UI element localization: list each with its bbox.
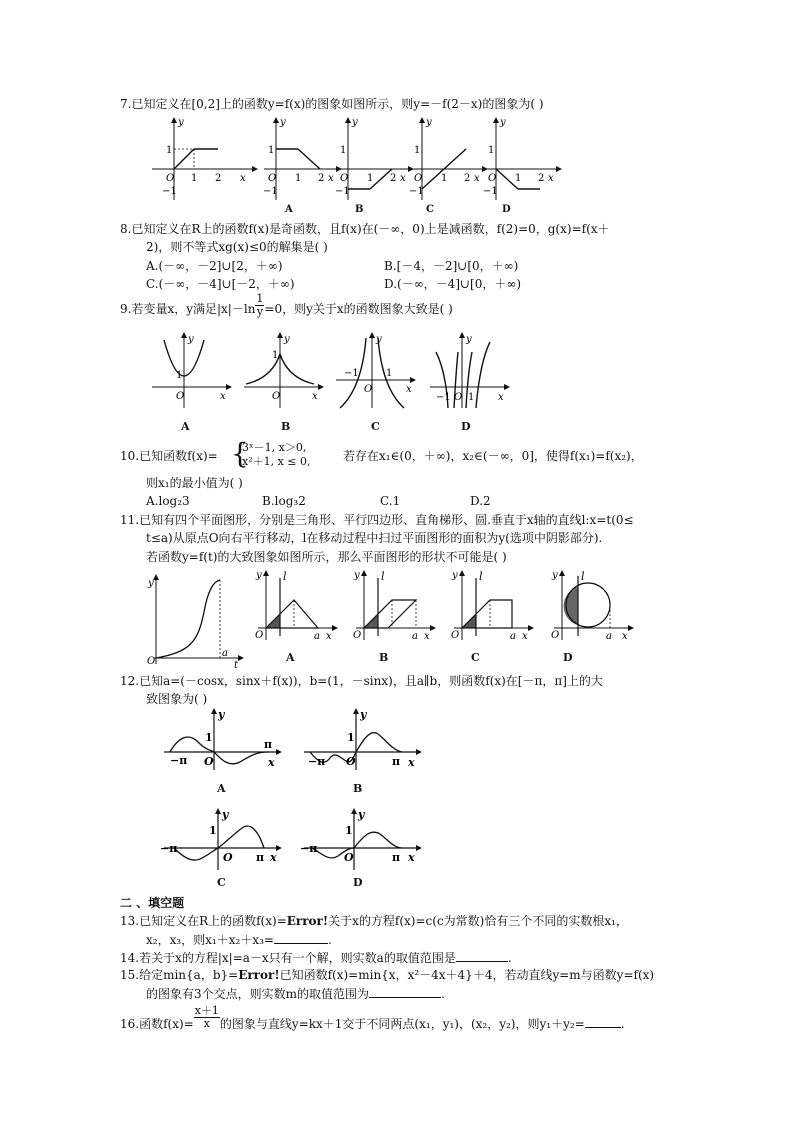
svg-text:y: y xyxy=(188,334,194,345)
q12-option-c-graph[interactable] xyxy=(160,808,284,872)
q16-fraction: $\frac{x+1}{x}$ xyxy=(194,1004,219,1030)
svg-text:O: O xyxy=(551,630,560,641)
q10-left-brace: { xyxy=(231,437,249,470)
svg-text:O: O xyxy=(147,656,156,667)
svg-text:−π: −π xyxy=(300,842,318,855)
svg-text:x: x xyxy=(408,756,415,769)
svg-text:y: y xyxy=(376,334,382,345)
q10-case2: x²＋1, x ≤ 0, xyxy=(242,455,311,468)
q11-option-a-label: A xyxy=(286,651,295,664)
svg-text:O: O xyxy=(364,384,373,395)
q9-option-a-graph[interactable] xyxy=(150,332,232,410)
q9-option-a-label: A xyxy=(181,420,190,433)
svg-text:x: x xyxy=(312,391,318,402)
svg-text:a: a xyxy=(314,631,320,642)
svg-text:y: y xyxy=(426,117,432,128)
q11-option-c-graph[interactable] xyxy=(448,568,534,644)
svg-text:−1: −1 xyxy=(409,186,424,197)
q12-option-c-label: C xyxy=(217,876,226,889)
svg-text:O: O xyxy=(204,755,214,768)
q9-option-b-graph[interactable] xyxy=(242,332,324,410)
svg-text:a: a xyxy=(222,648,228,659)
svg-text:π: π xyxy=(264,738,273,751)
q8-option-b[interactable]: B.[－4，－2]∪[0，＋∞) xyxy=(384,259,519,273)
q16-line: 16.函数f(x)= $\frac{x+1}{x}$ 的图象与直线y=kx＋1交于不同两点(x₁，y₁)，(x₂，y₂)，则y₁＋y₂= . xyxy=(120,1004,625,1031)
q8-line2: 2)，则不等式xg(x)≤0的解集是( ) xyxy=(146,240,328,254)
svg-text:1: 1 xyxy=(488,145,495,156)
q7-option-d-graph[interactable] xyxy=(482,115,562,205)
svg-text:a: a xyxy=(412,631,418,642)
svg-text:1: 1 xyxy=(345,824,353,837)
q10-post: 若存在x₁∈(0，＋∞)，x₂∈(－∞，0]，使得f(x₁)=f(x₂)， xyxy=(343,449,643,463)
q12-line1: 12.已知a=(－cosx，sinx＋f(x))，b=(1，－sinx)，且a∥b，则函数f(x)在[－π，π]上的大 xyxy=(120,674,603,688)
q11-line1: 11.已知有四个平面图形，分别是三角形、平行四边形、直角梯形、圆.垂直于x轴的直线l:x=t(0≤ xyxy=(120,513,634,527)
q13-answer-blank[interactable] xyxy=(274,931,328,944)
svg-text:π: π xyxy=(392,755,401,768)
svg-text:π: π xyxy=(392,851,401,864)
q7-option-b-graph[interactable] xyxy=(334,115,414,205)
q9-option-c-graph[interactable] xyxy=(334,332,416,410)
svg-text:1: 1 xyxy=(268,145,275,156)
q8-option-c[interactable]: C.(－∞，－4]∪[－2，＋∞) xyxy=(146,277,295,291)
q7-option-b-label: B xyxy=(355,204,364,215)
svg-text:O: O xyxy=(353,630,362,641)
q10-pre: 10.已知函数f(x)= xyxy=(120,449,218,463)
q16-answer-blank[interactable] xyxy=(585,1015,621,1028)
svg-text:y: y xyxy=(500,117,506,128)
svg-text:−π: −π xyxy=(170,754,188,767)
q9-option-d-label: D xyxy=(461,420,471,433)
svg-text:O: O xyxy=(255,630,264,641)
svg-text:1: 1 xyxy=(166,145,173,156)
svg-text:−1: −1 xyxy=(483,186,498,197)
svg-text:x: x xyxy=(498,392,504,403)
svg-text:1: 1 xyxy=(209,824,217,837)
svg-text:1: 1 xyxy=(272,350,279,361)
q13-line1: 13.已知定义在R上的函数f(x)=Error!关于x的方程f(x)=c(c为常数)恰有三个不同的实数根x₁， xyxy=(120,914,628,928)
svg-text:x: x xyxy=(522,631,528,642)
svg-text:−π: −π xyxy=(308,755,326,768)
svg-text:y: y xyxy=(358,808,365,821)
svg-text:x: x xyxy=(548,173,554,184)
q10-line2: 则x₁的最小值为( ) xyxy=(146,476,243,490)
q8-option-a[interactable]: A.(－∞，－2]∪[2，＋∞) xyxy=(146,259,283,273)
svg-text:2: 2 xyxy=(538,173,545,184)
q11-line2: t≤a)从原点O向右平行移动，l在移动过程中扫过平面图形的面积为y(选项中阴影部分). xyxy=(146,531,603,545)
svg-text:y: y xyxy=(222,808,229,821)
q9-option-b-label: B xyxy=(281,420,291,433)
q15-line2: 的图象有3个交点，则实数m的取值范围为 . xyxy=(146,987,445,1001)
svg-text:x: x xyxy=(220,391,226,402)
svg-text:1: 1 xyxy=(191,173,198,184)
q10-option-d[interactable]: D.2 xyxy=(470,494,491,508)
svg-text:2: 2 xyxy=(318,173,325,184)
q12-option-d-graph[interactable] xyxy=(300,808,424,872)
svg-text:O: O xyxy=(414,173,423,184)
q11-option-c-label: C xyxy=(471,651,480,664)
svg-text:2: 2 xyxy=(390,173,397,184)
q11-option-d-label: D xyxy=(563,651,573,664)
svg-text:1: 1 xyxy=(340,145,347,156)
q12-option-d-label: D xyxy=(353,876,363,889)
q12-option-a-graph[interactable] xyxy=(160,708,284,772)
svg-text:x: x xyxy=(424,631,430,642)
svg-text:l: l xyxy=(479,570,483,583)
q11-main-graph xyxy=(146,572,246,671)
q8-option-d[interactable]: D.(－∞，－4]∪[0，＋∞) xyxy=(384,277,522,291)
svg-text:x: x xyxy=(400,173,406,184)
svg-text:O: O xyxy=(451,630,460,641)
q9-fraction: $\frac{1}{y}$ xyxy=(256,292,264,318)
q13-line2: x₂，x₃，则x₁＋x₂＋x₃= . xyxy=(146,933,332,947)
svg-text:−1: −1 xyxy=(263,186,278,197)
svg-text:O: O xyxy=(340,173,349,184)
q7-option-c-graph[interactable] xyxy=(408,115,488,205)
svg-text:O: O xyxy=(272,391,281,402)
svg-text:2: 2 xyxy=(464,173,471,184)
svg-text:O: O xyxy=(346,755,356,768)
svg-text:2: 2 xyxy=(215,173,222,184)
q10-option-b[interactable]: B.log₃2 xyxy=(262,494,306,508)
svg-text:y: y xyxy=(218,708,225,721)
svg-text:y: y xyxy=(352,117,358,128)
q11-option-a-graph[interactable] xyxy=(252,568,338,644)
q12-option-b-label: B xyxy=(353,782,363,795)
svg-text:y: y xyxy=(256,570,262,581)
svg-text:O: O xyxy=(454,392,463,403)
svg-text:π: π xyxy=(256,851,265,864)
svg-text:a: a xyxy=(606,631,612,642)
svg-text:x: x xyxy=(326,631,332,642)
svg-text:y: y xyxy=(284,334,290,345)
svg-text:x: x xyxy=(474,173,480,184)
q11-option-d-graph[interactable] xyxy=(548,568,634,644)
svg-text:y: y xyxy=(552,570,558,581)
svg-text:1: 1 xyxy=(295,173,302,184)
svg-text:1: 1 xyxy=(441,173,448,184)
svg-text:O: O xyxy=(344,851,354,864)
svg-text:O: O xyxy=(223,851,233,864)
svg-text:1: 1 xyxy=(414,145,421,156)
q12-option-b-graph[interactable] xyxy=(300,708,424,772)
svg-text:x: x xyxy=(622,631,628,642)
q9-option-d-graph[interactable] xyxy=(428,332,510,410)
svg-text:1: 1 xyxy=(347,731,355,744)
svg-text:y: y xyxy=(178,117,184,128)
svg-text:x: x xyxy=(270,851,277,864)
svg-text:1: 1 xyxy=(176,370,183,381)
q8-line1: 8.已知定义在R上的函数f(x)是奇函数，且f(x)在(－∞，0)上是减函数，f(2)=0，g(x)=f(x＋ xyxy=(120,222,610,236)
svg-text:x: x xyxy=(240,173,246,184)
svg-text:1: 1 xyxy=(367,173,374,184)
svg-text:x: x xyxy=(406,384,412,395)
svg-text:y: y xyxy=(354,570,360,581)
section-fill-in-heading: 二 、填空题 xyxy=(120,896,185,910)
q11-option-b-label: B xyxy=(379,651,389,664)
svg-text:O: O xyxy=(166,173,175,184)
svg-text:l: l xyxy=(581,570,585,583)
q7-option-a-graph[interactable] xyxy=(262,115,342,205)
svg-text:−1: −1 xyxy=(436,392,451,403)
q7-original-graph xyxy=(150,115,260,205)
q12-line2: 致图象为( ) xyxy=(146,692,208,706)
svg-text:a: a xyxy=(510,631,516,642)
q11-line3: 若函数y=f(t)的大致图象如图所示，那么平面图形的形状不可能是( ) xyxy=(146,550,507,564)
svg-text:−1: −1 xyxy=(162,186,177,197)
svg-text:x: x xyxy=(268,756,275,769)
svg-text:y: y xyxy=(148,578,154,589)
q7-option-c-label: C xyxy=(426,204,434,215)
svg-text:O: O xyxy=(488,173,497,184)
svg-text:x: x xyxy=(408,851,415,864)
svg-text:−1: −1 xyxy=(344,368,359,379)
svg-text:1: 1 xyxy=(468,392,475,403)
svg-text:l: l xyxy=(283,570,287,583)
q7-option-a-label: A xyxy=(285,204,293,215)
svg-text:1: 1 xyxy=(515,173,522,184)
q10-case1: 3ˣ－1, x＞0, xyxy=(242,441,307,454)
svg-text:O: O xyxy=(268,173,277,184)
q15-line1: 15.给定min{a，b}=Error!已知函数f(x)=min{x，x²－4x＋4}＋4，若动直线y=m与函数y=f(x) xyxy=(120,968,655,982)
q9-stem: 9.若变量x，y满足|x|－ln $\frac{1}{y}$ =0，则y关于x的函数图象大致是( ) xyxy=(120,292,453,318)
svg-text:−π: −π xyxy=(160,842,178,855)
q12-option-a-label: A xyxy=(217,782,226,795)
svg-text:y: y xyxy=(280,117,286,128)
svg-text:y: y xyxy=(360,708,367,721)
q11-option-b-graph[interactable] xyxy=(350,568,436,644)
svg-text:y: y xyxy=(452,570,458,581)
svg-text:1: 1 xyxy=(386,368,393,379)
svg-text:l: l xyxy=(381,570,385,583)
q14-line: 14.若关于x的方程|x|=a－x只有一个解，则实数a的取值范围是 . xyxy=(120,951,512,965)
q7-option-d-label: D xyxy=(502,204,511,215)
svg-text:−1: −1 xyxy=(335,186,350,197)
q10-option-c[interactable]: C.1 xyxy=(380,494,401,508)
q9-option-c-label: C xyxy=(371,420,380,433)
q14-answer-blank[interactable] xyxy=(456,949,508,962)
q15-answer-blank[interactable] xyxy=(369,985,441,998)
svg-text:t: t xyxy=(234,660,239,671)
q7-text: 7.已知定义在[0,2]上的函数y=f(x)的图象如图所示，则y=－f(2－x)的图象为( ) xyxy=(120,97,544,111)
svg-text:x: x xyxy=(328,173,334,184)
svg-text:1: 1 xyxy=(205,731,213,744)
svg-text:O: O xyxy=(176,391,185,402)
svg-text:y: y xyxy=(466,334,472,345)
q10-option-a[interactable]: A.log₂3 xyxy=(146,494,190,508)
